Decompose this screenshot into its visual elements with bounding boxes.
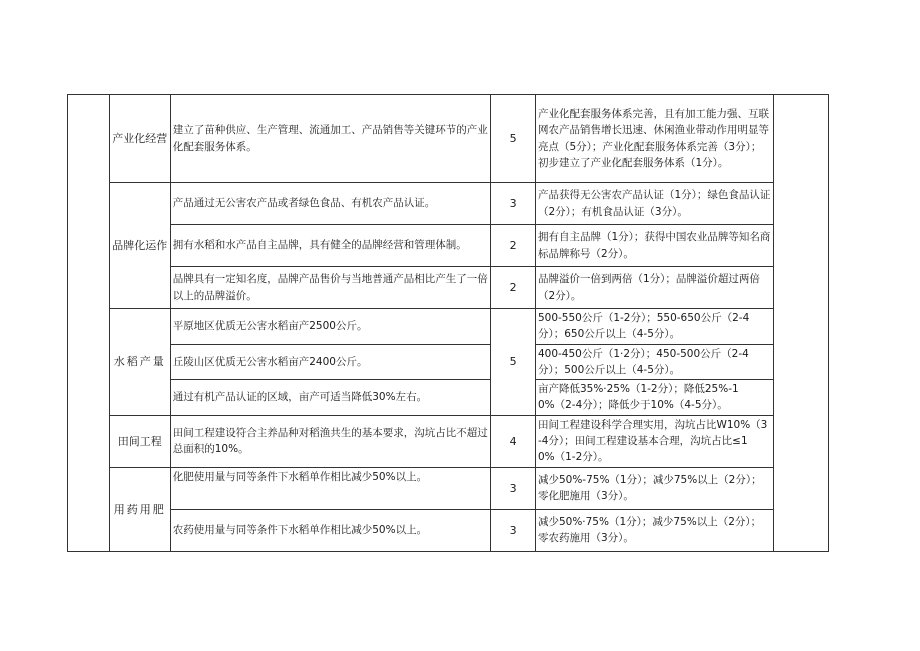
table-row	[68, 183, 829, 225]
table-row	[68, 95, 829, 183]
rule-cell: 产品获得无公害农产品认证（1分）；绿色食品认证（2分）；有机食品认证（3分）。	[535, 183, 773, 225]
remarks-column-cell	[774, 95, 829, 552]
score-cell: 5	[491, 95, 536, 183]
standard-cell: 田间工程建设符合主养品种对稻渔共生的基本要求，沟坑占比不超过总面积的10%。	[170, 415, 490, 467]
rule-cell: 田间工程建设科学合理实用，沟坑占比W10%（3-4分）；田间工程建设基本合理，沟坑占比≤10%（1-2分）。	[535, 415, 773, 467]
table-row	[68, 415, 829, 467]
rule-cell: 产业化配套服务体系完善，且有加工能力强、互联网农产品销售增长迅速、休闲渔业带动作用明显等亮点（5分）；产业化配套服务体系完善（3分）；初步建立了产业化配套服务体系（1分）。	[535, 95, 773, 183]
rule-cell: 品牌溢价一倍到两倍（1分）；品牌溢价超过两倍（2分）。	[535, 267, 773, 309]
rule-cell: 减少50%-75%（1分）；减少75%以上（2分）；零化肥施用（3分）。	[535, 467, 773, 509]
category-cell: 产业化经营	[109, 95, 170, 183]
rule-cell: 亩产降低35%·25%（1-2分）；降低25%-10%（2-4分）；降低少于10%（4-5分）。	[535, 380, 773, 416]
rule-cell: 500-550公斤（1-2分）；550-650公斤（2-4分）；650公斤以上（4-5分）。	[535, 309, 773, 345]
table-row	[68, 309, 829, 345]
category-cell: 田间工程	[109, 415, 170, 467]
evaluation-table	[67, 94, 829, 552]
standard-cell: 通过有机产品认证的区域，亩产可适当降低30%左右。	[170, 380, 490, 416]
rule-cell: 400-450公斤（1·2分）；450-500公斤（2-4分）；500公斤以上（4-5分）。	[535, 344, 773, 380]
table-row	[68, 225, 829, 267]
standard-cell: 产品通过无公害农产品或者绿色食品、有机农产品认证。	[170, 183, 490, 225]
score-cell: 5	[491, 309, 536, 416]
score-cell: 3	[491, 183, 536, 225]
table-row	[68, 380, 829, 416]
rule-cell: 减少50%·75%（1分）；减少75%以上（2分）；零农药施用（3分）。	[535, 509, 773, 551]
table-row	[68, 344, 829, 380]
category-cell: 品牌化运作	[109, 183, 170, 309]
score-cell: 2	[491, 225, 536, 267]
score-cell: 2	[491, 267, 536, 309]
table-row	[68, 467, 829, 509]
score-cell: 3	[491, 509, 536, 551]
score-cell: 3	[491, 467, 536, 509]
score-cell: 4	[491, 415, 536, 467]
standard-cell: 品牌具有一定知名度，品牌产品售价与当地普通产品相比产生了一倍以上的品牌溢价。	[170, 267, 490, 309]
standard-cell: 化肥使用量与同等条件下水稻单作相比减少50%以上。	[170, 467, 490, 509]
table-row	[68, 509, 829, 551]
index-column-cell	[68, 95, 110, 552]
standard-cell: 建立了苗种供应、生产管理、流通加工、产品销售等关键环节的产业化配套服务体系。	[170, 95, 490, 183]
category-cell: 用药用肥	[109, 467, 170, 551]
category-cell: 水稻产量	[109, 309, 170, 416]
table-row	[68, 267, 829, 309]
rule-cell: 拥有自主品牌（1分）；获得中国农业品牌等知名商标品牌称号（2分）。	[535, 225, 773, 267]
standard-cell: 丘陵山区优质无公害水稻亩产2400公斤。	[170, 344, 490, 380]
standard-cell: 拥有水稻和水产品自主品牌，具有健全的品牌经营和管理体制。	[170, 225, 490, 267]
standard-cell: 平原地区优质无公害水稻亩产2500公斤。	[170, 309, 490, 345]
standard-cell: 农药使用量与同等条件下水稻单作相比减少50%以上。	[170, 509, 490, 551]
